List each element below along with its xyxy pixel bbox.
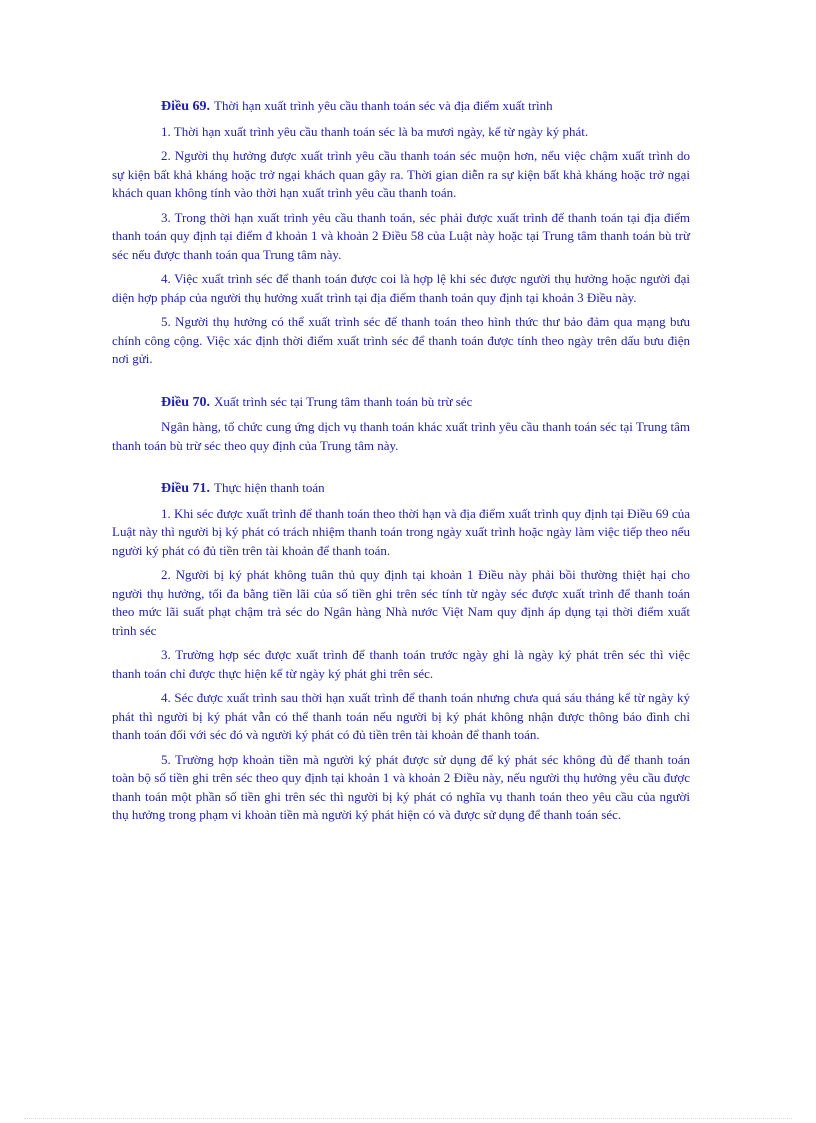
paragraph: 1. Thời hạn xuất trình yêu cầu thanh toán séc là ba mươi ngày, kể từ ngày ký phát. — [161, 123, 589, 139]
article-70 — [112, 393, 690, 456]
article-heading — [112, 393, 690, 413]
paragraph: 5. Trường hợp khoản tiền mà người ký phát được sử dụng để ký phát séc không đủ để thanh toán toàn bộ số tiền ghi trên séc theo quy định tại khoản 1 và khoản 2 Điều này, nếu người thụ hưởng yêu cầu được thanh toán một phần số tiền ghi trên séc thì người bị ký phát có nghĩa vụ thanh toán theo yêu cầu của người thụ hưởng trong phạm vi khoản tiền mà người ký phát hiện có và được sử dụng để thanh toán séc. — [112, 751, 690, 822]
paragraph: 5. Người thụ hưởng có thể xuất trình séc để thanh toán theo hình thức thư bảo đảm qua mạng bưu chính công cộng. Việc xác định thời điểm xuất trình séc để thanh toán được tính theo ngày trên dấu bưu điện nơi gửi. — [112, 314, 690, 366]
article-69 — [112, 97, 690, 369]
article-title: Thời hạn xuất trình yêu cầu thanh toán séc và địa điểm xuất trình — [214, 98, 553, 113]
page-bottom-divider — [24, 1118, 792, 1119]
paragraph: 2. Người thụ hưởng được xuất trình yêu cầu thanh toán séc muộn hơn, nếu việc chậm xuất trình do sự kiện bất khả kháng hoặc trở ngại khách quan gây ra. Thời gian diễn ra sự kiện bất khả kháng hoặc trở ngại khách quan không tính vào thời hạn xuất trình yêu cầu thanh toán. — [112, 148, 690, 200]
article-number: Điều 71. — [161, 481, 210, 496]
article-heading — [112, 479, 690, 499]
article-number: Điều 69. — [161, 99, 210, 114]
article-title: Thực hiện thanh toán — [214, 480, 325, 495]
paragraph: 1. Khi séc được xuất trình để thanh toán theo thời hạn và địa điểm xuất trình quy định tại Điều 69 của Luật này thì người bị ký phát có trách nhiệm thanh toán trong ngày xuất trình hoặc ngày làm việc tiếp theo nếu người ký phát có đủ tiền trên tài khoản để thanh toán. — [112, 505, 690, 558]
article-71 — [112, 479, 690, 825]
article-number: Điều 70. — [161, 394, 210, 410]
paragraph: Ngân hàng, tổ chức cung ứng dịch vụ thanh toán khác xuất trình yêu cầu thanh toán séc tại Trung tâm thanh toán bù trừ séc theo quy định của Trung tâm này. — [112, 419, 690, 453]
article-heading — [112, 97, 690, 117]
paragraph: 4. Việc xuất trình séc để thanh toán được coi là hợp lệ khi séc được người thụ hưởng hoặc người đại diện hợp pháp của người thụ hưởng xuất trình tại địa điểm thanh toán quy định tại khoản 3 Điều này. — [112, 271, 690, 305]
paragraph: 4. Séc được xuất trình sau thời hạn xuất trình để thanh toán nhưng chưa quá sáu tháng kể từ ngày ký phát thì người bị ký phát vẫn có thể thanh toán nếu người bị ký phát không nhận được thông báo đình chỉ thanh toán đối với séc đó và người ký phát có đủ tiền trên tài khoản để thanh toán. — [112, 690, 690, 742]
paragraph: 2. Người bị ký phát không tuân thủ quy định tại khoản 1 Điều này phải bồi thường thiệt hại cho người thụ hưởng, tối đa bằng tiền lãi của số tiền ghi trên séc tính từ ngày séc được xuất trình để thanh toán theo mức lãi suất phạt chậm trả séc do Ngân hàng Nhà nước Việt Nam quy định áp dụng tại thời điểm xuất trình séc — [112, 567, 690, 638]
article-title: Xuất trình séc tại Trung tâm thanh toán bù trừ séc — [214, 393, 473, 409]
document-page — [112, 97, 690, 831]
paragraph: 3. Trường hợp séc được xuất trình để thanh toán trước ngày ghi là ngày ký phát trên séc thì việc thanh toán chỉ được thực hiện kể từ ngày ký phát ghi trên séc. — [112, 647, 690, 681]
paragraph: 3. Trong thời hạn xuất trình yêu cầu thanh toán, séc phải được xuất trình để thanh toán tại địa điểm thanh toán quy định tại điểm đ khoản 1 và khoản 2 Điều 58 của Luật này hoặc tại Trung tâm thanh toán bù trừ séc nếu được thanh toán qua Trung tâm này. — [112, 209, 690, 262]
